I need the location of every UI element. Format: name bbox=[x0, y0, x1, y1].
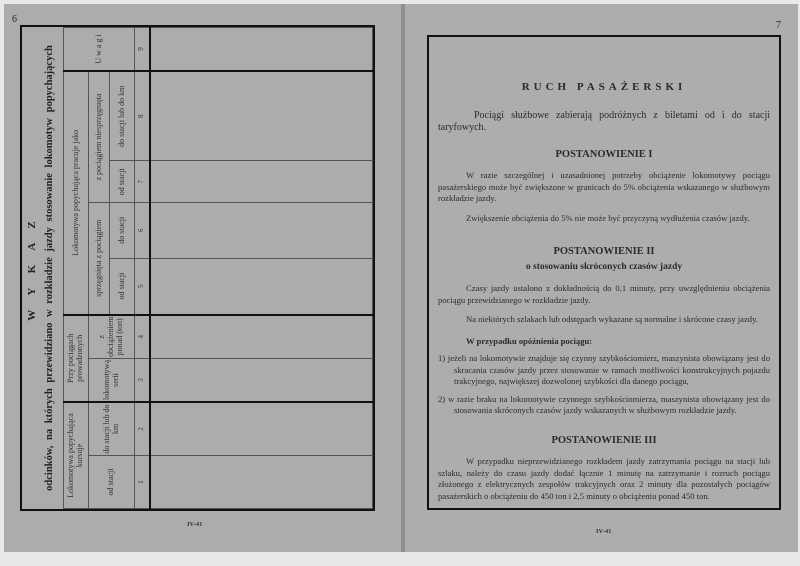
col-8-num: 8 bbox=[135, 71, 151, 161]
footer-code-right: IV-41 bbox=[596, 528, 612, 535]
section-1-paragraph: W razie szczególnej i uzasadnionej potrzeby obciążenie lokomotywy pociągu pasażerskiego może być zwiększone w granicach do 5% obciążenia wskazanego w służbowym rozkładzie jazdy. bbox=[438, 170, 770, 203]
header-kursuje: Lokomotywa popychająca kursuje bbox=[64, 402, 89, 509]
section-2-title: POSTANOWIENIE II bbox=[553, 246, 655, 257]
col-1-num: 1 bbox=[135, 456, 151, 509]
data-cell bbox=[150, 258, 373, 315]
data-cell bbox=[150, 402, 373, 456]
data-cell bbox=[150, 359, 373, 403]
section-1-paragraph: Zwiększenie obciążenia do 5% nie może być przyczyną wydłużenia czasów jazdy. bbox=[466, 212, 750, 223]
header-przy-pociagach: Przy pociągach prowadzonych bbox=[64, 315, 89, 402]
col-3-label: lokomotywą serii bbox=[89, 359, 135, 403]
section-2-item: 2) w razie braku na lokomotywie czynnego szybkościomierza, maszynista obowiązany jest do stosowania skróconych czasów jazdy wskazanych w służbowym rozkładzie jazdy. bbox=[438, 393, 770, 415]
wykaz-frame bbox=[20, 25, 375, 511]
col-1-label: od stacji bbox=[89, 456, 135, 509]
col-8-label: do stacji lub do km bbox=[110, 71, 135, 161]
data-cell bbox=[150, 315, 373, 359]
lead-paragraph: Pociągi służbowe zabierają podróżnych z biletami od i do stacji taryfowych. bbox=[438, 109, 770, 133]
header-uwagi: U w a g i bbox=[64, 28, 135, 72]
section-1-title: POSTANOWIENIE I bbox=[555, 148, 653, 160]
page-number-right: 7 bbox=[776, 20, 781, 31]
footer-code-left: IV-41 bbox=[187, 521, 203, 528]
page-number-left: 6 bbox=[12, 14, 17, 25]
col-6-label: do stacji bbox=[110, 202, 135, 258]
section-2-item: 1) jeżeli na lokomotywie znajduje się czynny szybkościomierz, maszynista obowiązany jest do skracania czasów jazdy przez stosowanie w ramach możliwości konstrukcyjnych pojazdu trakcyjnego, największej dozwolonej szybkości dla danego pociągu, bbox=[438, 353, 770, 386]
col-7-num: 7 bbox=[135, 161, 151, 202]
section-2-bold-line: W przypadku opóźnienia pociągu: bbox=[466, 335, 593, 346]
col-6-num: 6 bbox=[135, 202, 151, 258]
col-2-label: do stacji lub do km bbox=[89, 402, 135, 456]
ruch-pasazerski-frame bbox=[427, 35, 781, 510]
col-4-label: z obciążeniem ponad (ton) bbox=[89, 315, 135, 359]
col-5-label: od stacji bbox=[110, 258, 135, 315]
data-cell bbox=[150, 456, 373, 509]
header-niesprzegnieta: z pociągiem niesprzęgnięta bbox=[89, 71, 110, 202]
section-2-paragraph: Czasy jazdy ustalono z dokładnością do 0,1 minuty, przy uwzględnieniu obciążenia pociągu przewidzianego w rozkładzie jazdy. bbox=[438, 283, 770, 305]
pusher-locomotive-table bbox=[63, 27, 373, 509]
col-9-num: 9 bbox=[135, 28, 151, 72]
data-cell bbox=[150, 161, 373, 202]
section-2-paragraph: Na niektórych szlakach lub odstępach wykazane są normalne i skrócone czasy jazdy. bbox=[466, 314, 758, 324]
section-2-subtitle: o stosowaniu skróconych czasów jazdy bbox=[525, 261, 683, 272]
section-3-title: POSTANOWIENIE III bbox=[551, 434, 657, 446]
page-heading: RUCH PASAŻERSKI bbox=[521, 81, 687, 93]
section-3-paragraph: W przypadku nieprzewidzianego rozkładem jazdy zatrzymania pociągu na stacji lub szlaku, należy do czasu jazdy dodać łącznie 1 minutę na zatrzymanie i rozruch pociągu złożonego z elektrycznych zespołów trakcyjnych oraz 2 minuty dla pozostałych pociągów pasażerskich o obciążeniu do 450 ton i 2,5 minuty o obciążeniu ponad 450 ton. bbox=[438, 456, 770, 501]
col-4-num: 4 bbox=[135, 315, 151, 359]
col-7-label: od stacji bbox=[110, 161, 135, 202]
data-cell bbox=[150, 28, 373, 72]
header-pracuje-jako: Lokomotywa popychająca pracuje jako bbox=[64, 71, 89, 315]
wykaz-rotated-content bbox=[22, 27, 373, 509]
col-3-num: 3 bbox=[135, 359, 151, 403]
col-5-num: 5 bbox=[135, 258, 151, 315]
wykaz-title: W Y K A Z bbox=[26, 215, 38, 321]
data-cell bbox=[150, 202, 373, 258]
wykaz-subtitle: odcinków, na których przewidziano w rozkładzie jazdy stosowanie lokomotyw popychających bbox=[44, 45, 55, 491]
data-cell bbox=[150, 71, 373, 161]
header-sprzegnieta: sprzęgnięta z pociągiem bbox=[89, 202, 110, 314]
col-2-num: 2 bbox=[135, 402, 151, 456]
